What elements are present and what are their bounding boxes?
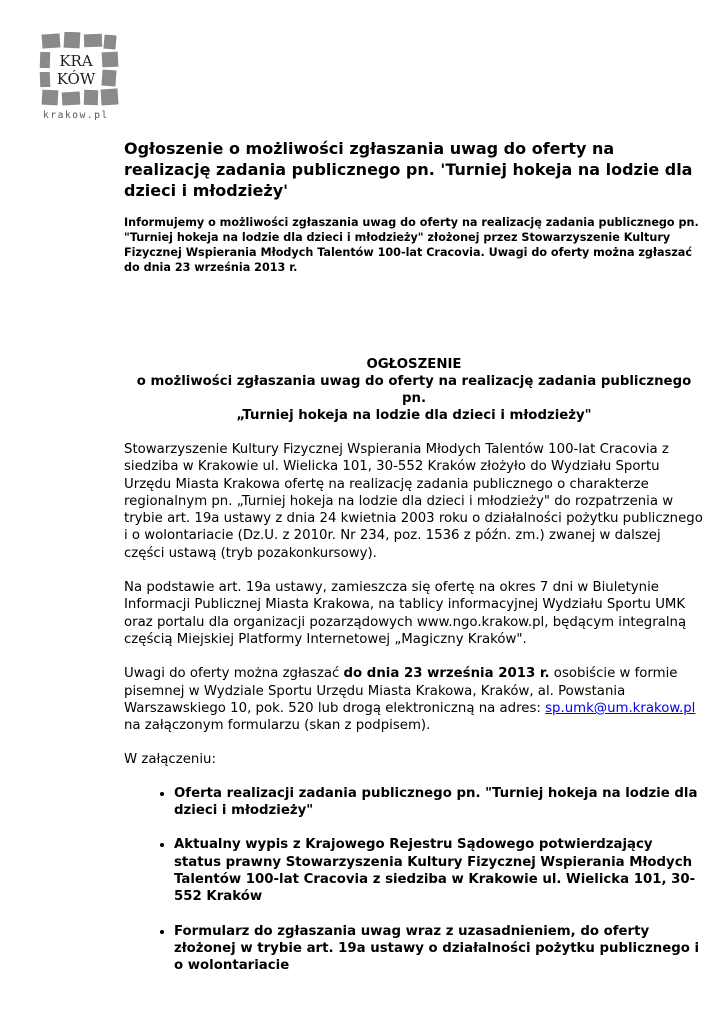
- paragraph-offer: Stowarzyszenie Kultury Fizycznej Wspierania Młodych Talentów 100-lat Cracovia z siedziba w Krakowie ul. Wielicka 101, 30-552 Kraków złożyło do Wydziału Sportu Urzędu Miasta Krakowa ofertę na realizację zadania publicznego o charakterze regionalnym pn. „Turniej hokeja na lodzie dla dzieci i młodzieży" do rozpatrzenia w trybie art. 19a ustawy z dnia 24 kwietnia 2003 roku o działalności pożytku publicznego i o wolontariacie (Dz.U. z 2010r. Nr 234, poz. 1536 z późn. zm.) zwanej w dalszej części ustawą (tryb pozakonkursowy).: [124, 442, 703, 561]
- remarks-outro: na załączonym formularzu (skan z podpisem).: [124, 718, 431, 734]
- article: [124, 138, 704, 991]
- lead-summary: Informujemy o możliwości zgłaszania uwag do oferty na realizację zadania publicznego pn. "Turniej hokeja na lodzie dla dzieci i młodzieży" złożonej przez Stowarzyszenie Kultury Fizycznej Wspierania Młodych Talentów 100-lat Cracovia. Uwagi do oferty można zgłaszać do dnia 23 września 2013 r.: [124, 216, 699, 274]
- remarks-details: osobiście w formie pisemnej w Wydziale Sportu Urzędu Miasta Krakowa, Kraków, al. Powstania Warszawskiego 10, pok. 520 lub drogą elektroniczną na adres:: [124, 666, 678, 716]
- announcement-header: [124, 356, 704, 424]
- krakow-logo: [38, 32, 122, 122]
- logo-mark-line2: KÓW: [56, 70, 96, 88]
- remarks-deadline: do dnia 23 września 2013 r.: [343, 666, 550, 682]
- attachments-list: [124, 785, 704, 975]
- krakow-logo-mark: [38, 32, 122, 110]
- attachment-item: • Formularz do zgłaszania uwag wraz z uzasadnieniem, do oferty złożonej w trybie art. 19a ustawy o działalności pożytku publicznego i o wolontariacie: [174, 923, 704, 975]
- attachment-item: • Oferta realizacji zadania publicznego pn. "Turniej hokeja na lodzie dla dzieci i młodzieży": [174, 785, 704, 820]
- remarks-intro: Uwagi do oferty można zgłaszać: [124, 666, 344, 682]
- attachment-item: • Aktualny wypis z Krajowego Rejestru Sądowego potwierdzający status prawny Stowarzyszenia Kultury Fizycznej Wspierania Młodych Talentów 100-lat Cracovia z siedziba w Krakowie ul. Wielicka 101, 30-552 Kraków: [174, 836, 704, 905]
- announcement-task-name: „Turniej hokeja na lodzie dla dzieci i młodzieży": [236, 408, 592, 423]
- page-title: Ogłoszenie o możliwości zgłaszania uwag do oferty na realizację zadania publicznego pn. 'Turniej hokeja na lodzie dla dzieci i młodzieży': [124, 139, 693, 200]
- logo-caption: krakow.pl: [43, 110, 109, 121]
- email-link[interactable]: sp.umk@um.krakow.pl: [545, 700, 696, 716]
- paragraph-publication: Na podstawie art. 19a ustawy, zamieszcza się ofertę na okres 7 dni w Biuletynie Informacji Publicznej Miasta Krakowa, na tablicy informacyjnej Wydziału Sportu UMK oraz portalu dla organizacji pozarządowych www.ngo.krakow.pl, będącym integralną częścią Miejskiej Platformy Internetowej „Magiczny Kraków".: [124, 580, 687, 647]
- announcement-subheading: o możliwości zgłaszania uwag do oferty na realizację zadania publicznego pn.: [136, 374, 692, 406]
- logo-mark-line1: KRA: [59, 52, 93, 70]
- attachments-label: W załączeniu:: [124, 752, 216, 768]
- announcement-heading: OGŁOSZENIE: [366, 357, 462, 372]
- paragraph-remarks: [124, 665, 704, 734]
